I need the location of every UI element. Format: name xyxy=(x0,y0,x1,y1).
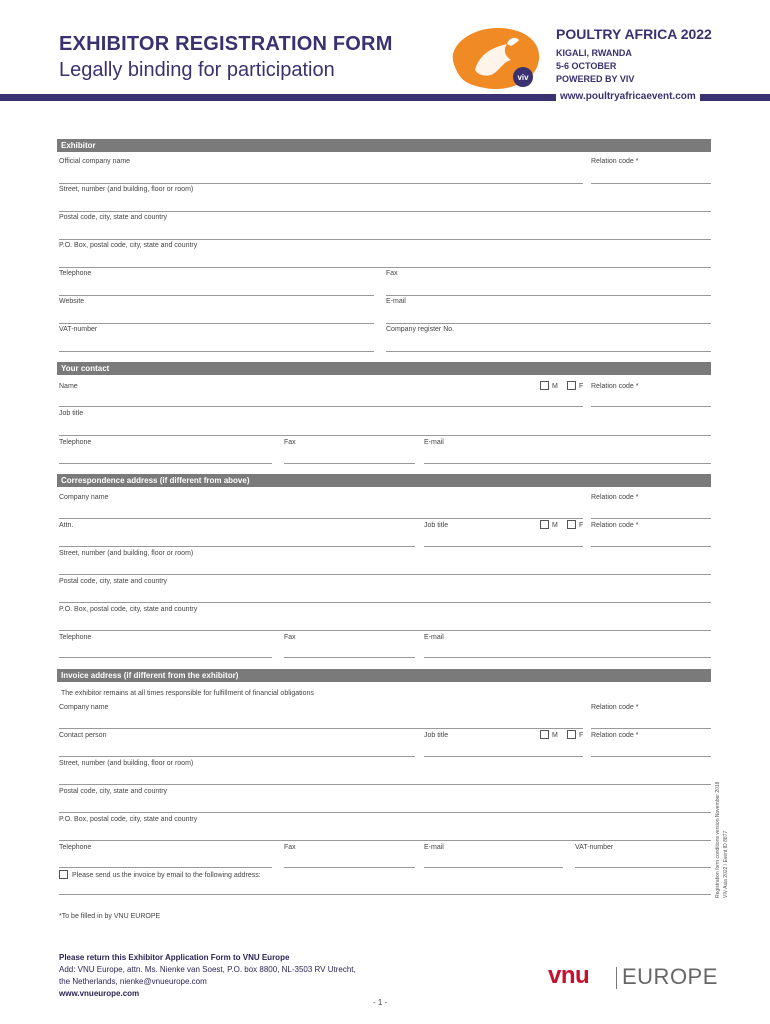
event-location: KIGALI, RWANDA xyxy=(556,48,632,58)
label-relation-code: Relation code * xyxy=(591,704,639,711)
label-telephone: Telephone xyxy=(59,844,92,851)
footnote: *To be filled in by VNU EUROPE xyxy=(59,913,161,920)
company-name-field[interactable] xyxy=(59,183,583,184)
corr-email-field[interactable] xyxy=(424,657,711,658)
inv-f-checkbox[interactable] xyxy=(567,730,576,739)
email-field[interactable] xyxy=(386,323,711,324)
corr-company-name-field[interactable] xyxy=(59,518,583,519)
inv-fax-field[interactable] xyxy=(284,867,415,868)
label-vat: VAT-number xyxy=(575,844,614,851)
inv-m-checkbox[interactable] xyxy=(540,730,549,739)
label-contact-person: Contact person xyxy=(59,732,107,739)
label-relation-code: Relation code * xyxy=(591,383,639,390)
inv-job-title-field[interactable] xyxy=(424,756,583,757)
label-email: E-mail xyxy=(424,634,444,641)
event-name: POULTRY AFRICA 2022 xyxy=(556,26,712,42)
email-invoice-field[interactable] xyxy=(59,894,711,895)
vnu-logo-europe: EUROPE xyxy=(622,964,718,989)
contact-telephone-field[interactable] xyxy=(59,463,272,464)
inv-telephone-field[interactable] xyxy=(59,867,272,868)
inv-relation-code-field[interactable] xyxy=(591,728,711,729)
corr-postal-field[interactable] xyxy=(59,602,711,603)
section-correspondence: Correspondence address (if different from above) xyxy=(57,474,711,487)
label-f: F xyxy=(579,522,584,529)
section-exhibitor: Exhibitor xyxy=(57,139,711,152)
inv-company-name-field[interactable] xyxy=(59,728,583,729)
svg-text:viv: viv xyxy=(517,73,529,82)
label-email-invoice: Please send us the invoice by email to the following address: xyxy=(72,872,261,879)
label-name: Name xyxy=(59,383,78,390)
contact-f-checkbox[interactable] xyxy=(567,381,576,390)
label-fax: Fax xyxy=(284,844,296,851)
label-po-box: P.O. Box, postal code, city, state and country xyxy=(59,606,198,613)
label-company-name: Official company name xyxy=(59,158,131,165)
page-number: - 1 - xyxy=(373,998,388,1007)
label-m: M xyxy=(552,732,558,739)
section-contact: Your contact xyxy=(57,362,711,375)
logo-separator xyxy=(616,967,617,989)
label-company-register: Company register No. xyxy=(386,326,455,333)
company-register-field[interactable] xyxy=(386,351,711,352)
label-attn: Attn. xyxy=(59,522,74,529)
email-invoice-checkbox[interactable] xyxy=(59,870,68,879)
label-telephone: Telephone xyxy=(59,439,92,446)
street-field[interactable] xyxy=(59,211,711,212)
inv-relation-code-2-field[interactable] xyxy=(591,756,711,757)
poultry-africa-logo xyxy=(445,22,545,92)
label-relation-code: Relation code * xyxy=(591,494,639,501)
job-title-field[interactable] xyxy=(59,435,711,436)
label-street: Street, number (and building, floor or room) xyxy=(59,550,194,557)
vat-field[interactable] xyxy=(59,351,374,352)
corr-telephone-field[interactable] xyxy=(59,657,272,658)
label-fax: Fax xyxy=(284,634,296,641)
corr-m-checkbox[interactable] xyxy=(540,520,549,529)
label-telephone: Telephone xyxy=(59,270,92,277)
contact-relation-code-field[interactable] xyxy=(591,406,711,407)
inv-postal-field[interactable] xyxy=(59,812,711,813)
inv-contact-person-field[interactable] xyxy=(59,756,415,757)
label-company-name: Company name xyxy=(59,494,109,501)
corr-f-checkbox[interactable] xyxy=(567,520,576,529)
label-m: M xyxy=(552,522,558,529)
label-fax: Fax xyxy=(386,270,398,277)
return-instruction: Please return this Exhibitor Application Form to VNU Europe xyxy=(59,953,290,962)
label-job-title: Job title xyxy=(424,522,449,529)
telephone-field[interactable] xyxy=(59,295,374,296)
form-subtitle: Legally binding for participation xyxy=(59,59,335,81)
label-relation-code: Relation code * xyxy=(591,522,639,529)
label-relation-code: Relation code * xyxy=(591,158,639,165)
label-email: E-mail xyxy=(386,298,406,305)
label-company-name: Company name xyxy=(59,704,109,711)
inv-po-box-field[interactable] xyxy=(59,840,711,841)
label-fax: Fax xyxy=(284,439,296,446)
label-website: Website xyxy=(59,298,85,305)
corr-job-title-field[interactable] xyxy=(424,546,583,547)
label-postal: Postal code, city, state and country xyxy=(59,578,168,585)
contact-m-checkbox[interactable] xyxy=(540,381,549,390)
label-postal: Postal code, city, state and country xyxy=(59,788,168,795)
corr-street-field[interactable] xyxy=(59,574,711,575)
return-address-line-2: the Netherlands, nienke@vnueurope.com xyxy=(59,977,207,986)
label-job-title: Job title xyxy=(59,410,84,417)
section-invoice: Invoice address (if different from the exhibitor) xyxy=(57,669,711,682)
label-vat: VAT-number xyxy=(59,326,98,333)
vnu-website[interactable]: www.vnueurope.com xyxy=(59,989,140,998)
label-street: Street, number (and building, floor or room) xyxy=(59,760,194,767)
label-f: F xyxy=(579,732,584,739)
label-street: Street, number (and building, floor or room) xyxy=(59,186,194,193)
relation-code-field[interactable] xyxy=(591,183,711,184)
label-m: M xyxy=(552,383,558,390)
contact-name-field[interactable] xyxy=(59,406,583,407)
label-job-title: Job title xyxy=(424,732,449,739)
contact-email-field[interactable] xyxy=(424,463,711,464)
postal-field[interactable] xyxy=(59,239,711,240)
return-address-line-1: Add: VNU Europe, attn. Ms. Nienke van Soest, P.O. box 8800, NL-3503 RV Utrecht, xyxy=(59,965,356,974)
fax-field[interactable] xyxy=(386,295,711,296)
corr-relation-code-2-field[interactable] xyxy=(591,546,711,547)
inv-vat-field[interactable] xyxy=(575,867,711,868)
event-website[interactable]: www.poultryafricaevent.com xyxy=(556,91,700,102)
inv-email-field[interactable] xyxy=(424,867,563,868)
label-email: E-mail xyxy=(424,844,444,851)
side-version-text: Registration form conditions version November 2018 VIV Asia 2022 / Event ID 8877 xyxy=(715,781,729,898)
label-po-box: P.O. Box, postal code, city, state and country xyxy=(59,242,198,249)
invoice-note: The exhibitor remains at all times responsible for fulfillment of financial obligations xyxy=(61,690,314,697)
contact-fax-field[interactable] xyxy=(284,463,415,464)
website-field[interactable] xyxy=(59,323,374,324)
label-postal: Postal code, city, state and country xyxy=(59,214,168,221)
label-email: E-mail xyxy=(424,439,444,446)
corr-relation-code-field[interactable] xyxy=(591,518,711,519)
label-po-box: P.O. Box, postal code, city, state and country xyxy=(59,816,198,823)
label-relation-code: Relation code * xyxy=(591,732,639,739)
corr-po-box-field[interactable] xyxy=(59,630,711,631)
corr-fax-field[interactable] xyxy=(284,657,415,658)
inv-street-field[interactable] xyxy=(59,784,711,785)
corr-attn-field[interactable] xyxy=(59,546,415,547)
event-dates: 5-6 OCTOBER xyxy=(556,61,617,71)
label-f: F xyxy=(579,383,584,390)
po-box-field[interactable] xyxy=(59,267,711,268)
label-telephone: Telephone xyxy=(59,634,92,641)
vnu-logo: vnu xyxy=(548,962,590,989)
form-title: EXHIBITOR REGISTRATION FORM xyxy=(59,33,393,55)
powered-by: POWERED BY VIV xyxy=(556,74,635,84)
